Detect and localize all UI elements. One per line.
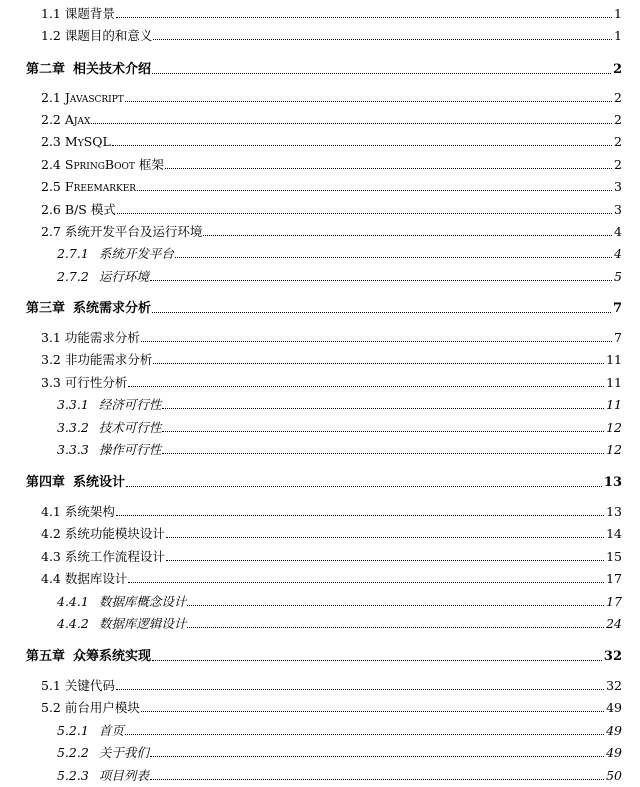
toc-section-entry[interactable] <box>0 2 640 22</box>
dot-leader <box>152 660 602 661</box>
toc-section-entry[interactable] <box>0 108 640 128</box>
toc-entry-page-number: 12 <box>606 420 622 435</box>
toc-entry-title: 系统开发平台 <box>98 246 174 261</box>
toc-entry-number: 3.1 <box>41 330 61 345</box>
toc-entry-title: 系统设计 <box>73 475 126 490</box>
toc-subsection-entry[interactable] <box>0 719 640 739</box>
toc-entry-page-number: 14 <box>606 526 622 541</box>
toc-entry-title: 系统需求分析 <box>73 301 152 316</box>
toc-entry-page-number: 17 <box>606 571 622 586</box>
dot-leader <box>152 73 611 74</box>
toc-entry-title: 课题背景 <box>64 6 115 21</box>
toc-entry-page-number: 49 <box>606 745 622 760</box>
toc-entry-page-number: 24 <box>606 616 622 631</box>
toc-entry-title: B/S 模式 <box>64 202 116 217</box>
toc-entry-page-number: 4 <box>614 246 622 261</box>
toc-entry-page-number: 11 <box>606 352 622 367</box>
toc-entry-number: 2.5 <box>41 179 61 194</box>
toc-section-entry[interactable] <box>0 153 640 173</box>
toc-entry-number: 第五章 <box>26 649 66 664</box>
toc-chapter-entry[interactable] <box>0 58 640 78</box>
dot-leader <box>125 101 612 102</box>
toc-section-entry[interactable] <box>0 522 640 542</box>
toc-entry-title: 经济可行性 <box>98 397 162 412</box>
toc-entry-number: 2.2 <box>41 112 61 127</box>
dot-leader <box>150 280 612 281</box>
toc-entry-title: 数据库设计 <box>64 571 128 586</box>
toc-entry-page-number: 13 <box>606 504 622 519</box>
toc-entry-title: Javascript <box>64 90 124 105</box>
dot-leader <box>116 689 604 690</box>
toc-entry-page-number: 2 <box>612 62 622 77</box>
dot-leader <box>141 341 612 342</box>
dot-leader <box>203 235 612 236</box>
toc-entry-title: Ajax <box>64 112 91 127</box>
toc-entry-page-number: 2 <box>614 90 622 105</box>
toc-section-entry[interactable] <box>0 130 640 150</box>
toc-chapter-entry[interactable] <box>0 471 640 491</box>
dot-leader <box>116 17 612 18</box>
toc-subsection-entry[interactable] <box>0 242 640 262</box>
toc-section-entry[interactable] <box>0 674 640 694</box>
toc-entry-number: 3.2 <box>41 352 61 367</box>
toc-entry-title: 关于我们 <box>98 745 149 760</box>
dot-leader <box>153 363 604 364</box>
toc-entry-number: 5.1 <box>41 678 61 693</box>
toc-chapter-entry[interactable] <box>0 645 640 665</box>
toc-entry-title: Freemarker <box>64 179 137 194</box>
toc-entry-page-number: 2 <box>614 134 622 149</box>
toc-entry-title: 可行性分析 <box>64 375 128 390</box>
dot-leader <box>150 756 604 757</box>
toc-subsection-entry[interactable] <box>0 416 640 436</box>
toc-entry-number: 2.4 <box>41 157 61 172</box>
toc-entry-page-number: 17 <box>606 594 622 609</box>
toc-section-entry[interactable] <box>0 326 640 346</box>
toc-entry-page-number: 13 <box>603 475 622 490</box>
toc-subsection-entry[interactable] <box>0 764 640 784</box>
toc-entry-title: 非功能需求分析 <box>64 352 153 367</box>
toc-entry-page-number: 3 <box>614 179 622 194</box>
toc-entry-number: 3.3.2 <box>57 420 89 435</box>
dot-leader <box>137 190 612 191</box>
toc-entry-number: 4.4.2 <box>57 616 89 631</box>
dot-leader <box>125 734 604 735</box>
dot-leader <box>166 560 604 561</box>
toc-entry-number: 2.7 <box>41 224 61 239</box>
toc-section-entry[interactable] <box>0 175 640 195</box>
toc-entry-page-number: 50 <box>606 768 622 783</box>
toc-entry-number: 第四章 <box>26 475 66 490</box>
toc-entry-page-number: 2 <box>614 112 622 127</box>
toc-section-entry[interactable] <box>0 24 640 44</box>
toc-entry-title: MySQL <box>64 134 111 149</box>
toc-entry-number: 5.2.1 <box>57 723 89 738</box>
toc-entry-title: 相关技术介绍 <box>73 62 152 77</box>
toc-section-entry[interactable] <box>0 500 640 520</box>
toc-entry-number: 1.1 <box>41 6 61 21</box>
toc-entry-number: 3.3 <box>41 375 61 390</box>
toc-entry-page-number: 3 <box>614 202 622 217</box>
toc-entry-number: 5.2.3 <box>57 768 89 783</box>
toc-section-entry[interactable] <box>0 545 640 565</box>
toc-entry-number: 4.3 <box>41 549 61 564</box>
dot-leader <box>91 123 612 124</box>
toc-entry-number: 第二章 <box>26 62 66 77</box>
dot-leader <box>116 515 604 516</box>
dot-leader <box>128 582 604 583</box>
toc-section-entry[interactable] <box>0 348 640 368</box>
toc-entry-title: 系统开发平台及运行环境 <box>64 224 203 239</box>
toc-subsection-entry[interactable] <box>0 393 640 413</box>
toc-entry-title: 关键代码 <box>64 678 115 693</box>
toc-entry-number: 1.2 <box>41 28 61 43</box>
toc-entry-title: 运行环境 <box>98 269 149 284</box>
toc-entry-page-number: 15 <box>606 549 622 564</box>
dot-leader <box>187 627 604 628</box>
toc-entry-page-number: 49 <box>606 700 622 715</box>
toc-section-entry[interactable] <box>0 198 640 218</box>
toc-section-entry[interactable] <box>0 86 640 106</box>
toc-entry-number: 2.7.2 <box>57 269 89 284</box>
toc-entry-title: 项目列表 <box>98 768 149 783</box>
dot-leader <box>166 537 604 538</box>
toc-subsection-entry[interactable] <box>0 438 640 458</box>
dot-leader <box>150 779 604 780</box>
toc-entry-title: 数据库逻辑设计 <box>98 616 187 631</box>
toc-entry-title: 课题目的和意义 <box>64 28 153 43</box>
dot-leader <box>152 312 611 313</box>
toc-subsection-entry[interactable] <box>0 265 640 285</box>
dot-leader <box>162 431 604 432</box>
toc-entry-number: 3.3.1 <box>57 397 89 412</box>
toc-subsection-entry[interactable] <box>0 612 640 632</box>
toc-entry-title: 技术可行性 <box>98 420 162 435</box>
toc-entry-number: 2.7.1 <box>57 246 89 261</box>
toc-entry-title: 系统功能模块设计 <box>64 526 165 541</box>
toc-entry-number: 4.2 <box>41 526 61 541</box>
toc-entry-page-number: 32 <box>606 678 622 693</box>
toc-entry-title: 功能需求分析 <box>64 330 140 345</box>
toc-entry-title: 系统工作流程设计 <box>64 549 165 564</box>
toc-subsection-entry[interactable] <box>0 741 640 761</box>
toc-entry-page-number: 12 <box>606 442 622 457</box>
toc-section-entry[interactable] <box>0 220 640 240</box>
toc-entry-page-number: 2 <box>614 157 622 172</box>
toc-entry-page-number: 5 <box>614 269 622 284</box>
toc-entry-title: 操作可行性 <box>98 442 162 457</box>
toc-subsection-entry[interactable] <box>0 590 640 610</box>
toc-entry-number: 5.2.2 <box>57 745 89 760</box>
toc-entry-title: 众筹系统实现 <box>73 649 152 664</box>
toc-entry-number: 第三章 <box>26 301 66 316</box>
toc-entry-page-number: 11 <box>606 397 622 412</box>
toc-entry-title: 系统架构 <box>64 504 115 519</box>
toc-entry-number: 4.4 <box>41 571 61 586</box>
toc-section-entry[interactable] <box>0 567 640 587</box>
toc-entry-title: 首页 <box>98 723 124 738</box>
toc-chapter-entry[interactable] <box>0 297 640 317</box>
toc-entry-number: 2.6 <box>41 202 61 217</box>
toc-entry-number: 3.3.3 <box>57 442 89 457</box>
dot-leader <box>162 453 604 454</box>
toc-entry-page-number: 4 <box>614 224 622 239</box>
toc-entry-title: 前台用户模块 <box>64 700 140 715</box>
toc-entry-title: 数据库概念设计 <box>98 594 187 609</box>
dot-leader <box>153 39 612 40</box>
toc-entry-page-number: 1 <box>614 28 622 43</box>
dot-leader <box>128 386 604 387</box>
dot-leader <box>165 168 612 169</box>
toc-entry-page-number: 49 <box>606 723 622 738</box>
toc-entry-number: 4.4.1 <box>57 594 89 609</box>
toc-entry-page-number: 32 <box>603 649 622 664</box>
dot-leader <box>141 711 604 712</box>
toc-entry-number: 5.2 <box>41 700 61 715</box>
toc-entry-page-number: 11 <box>606 375 622 390</box>
toc-section-entry[interactable] <box>0 371 640 391</box>
dot-leader <box>126 486 602 487</box>
toc-entry-number: 2.1 <box>41 90 61 105</box>
dot-leader <box>187 605 604 606</box>
toc-entry-number: 4.1 <box>41 504 61 519</box>
dot-leader <box>117 213 612 214</box>
dot-leader <box>175 257 612 258</box>
toc-section-entry[interactable] <box>0 696 640 716</box>
toc-entry-page-number: 7 <box>612 301 622 316</box>
toc-entry-title: SpringBoot 框架 <box>64 157 164 172</box>
toc-entry-number: 2.3 <box>41 134 61 149</box>
toc-entry-page-number: 7 <box>614 330 622 345</box>
dot-leader <box>162 408 604 409</box>
toc-entry-page-number: 1 <box>614 6 622 21</box>
dot-leader <box>112 145 612 146</box>
